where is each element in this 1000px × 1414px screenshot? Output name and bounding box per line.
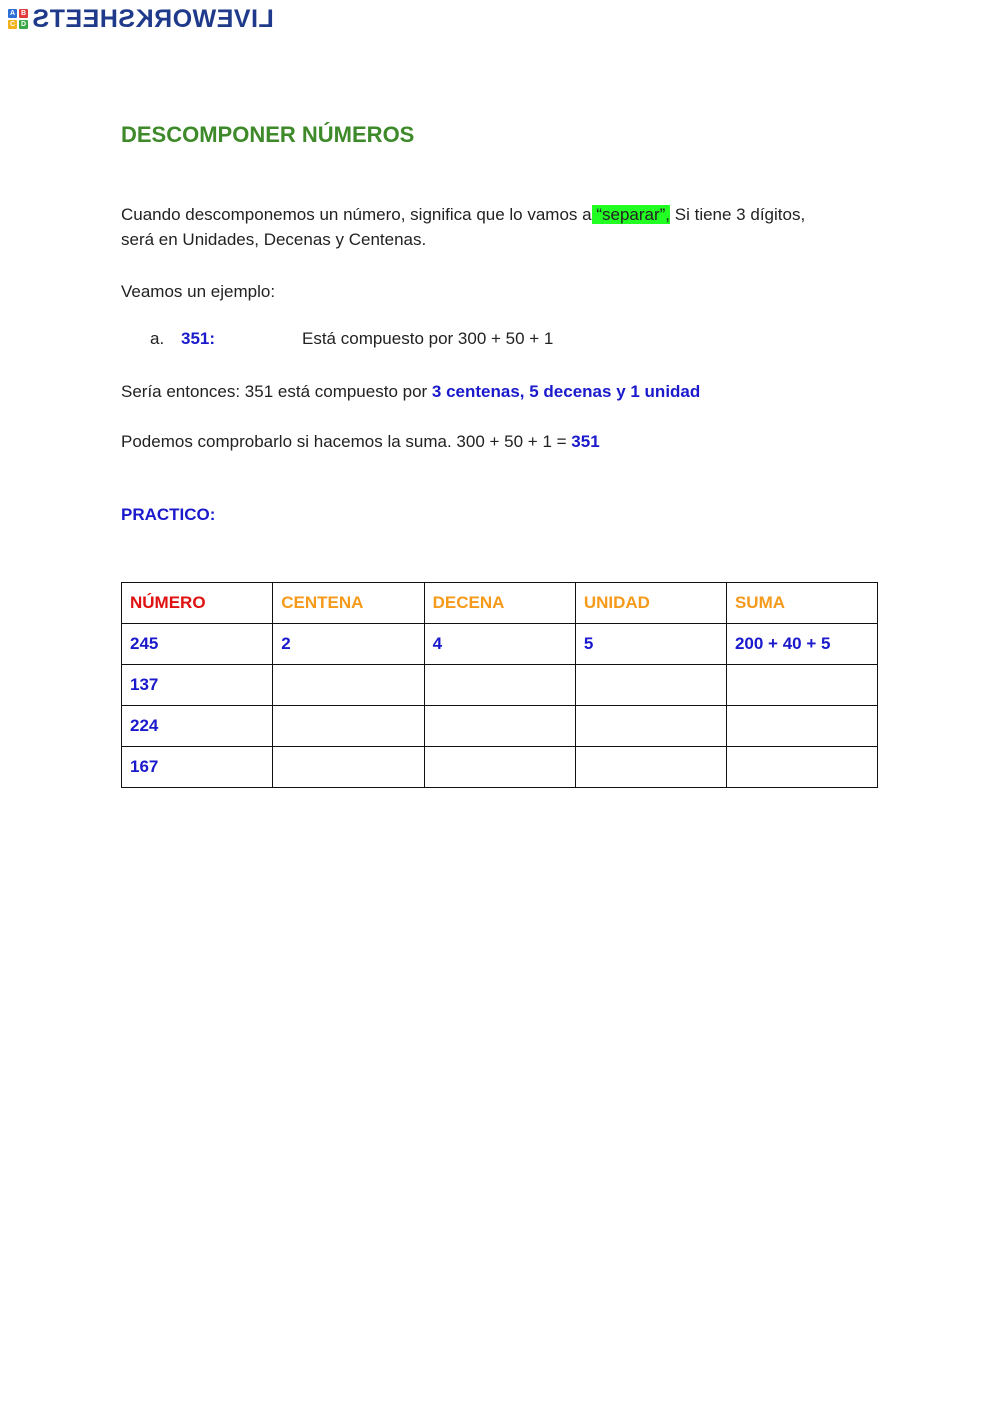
- example-intro: Veamos un ejemplo:: [121, 282, 276, 301]
- logo-block-d: D: [20, 21, 27, 28]
- cell-centena: 2: [273, 624, 424, 665]
- cell-numero: 137: [122, 665, 273, 706]
- cell-numero: 224: [122, 706, 273, 747]
- cell-numero: 167: [122, 747, 273, 788]
- header-unidad: UNIDAD: [575, 583, 726, 624]
- answer-decena-input[interactable]: [424, 747, 575, 788]
- table-header-row: [122, 583, 878, 624]
- logo-text: LIVEWORKSHEETS: [32, 5, 274, 33]
- answer-suma-input[interactable]: [726, 706, 877, 747]
- intro-text-line2: será en Unidades, Decenas y Centenas.: [121, 230, 427, 249]
- table-row: [122, 706, 878, 747]
- intro-text-before: Cuando descomponemos un número, significa que lo vamos a: [121, 205, 592, 224]
- answer-unidad-input[interactable]: [575, 747, 726, 788]
- answer-suma-input[interactable]: [726, 747, 877, 788]
- logo-blocks-icon: [8, 9, 28, 29]
- answer-unidad-input[interactable]: [575, 706, 726, 747]
- cell-suma: 200 + 40 + 5: [726, 624, 877, 665]
- decomposition-table: [121, 582, 878, 788]
- logo-block-b: B: [20, 10, 27, 17]
- table-row: [122, 747, 878, 788]
- example-text: Está compuesto por 300 + 50 + 1: [302, 329, 554, 348]
- answer-centena-input[interactable]: [273, 706, 424, 747]
- answer-suma-input[interactable]: [726, 665, 877, 706]
- cell-unidad: 5: [575, 624, 726, 665]
- header-centena: CENTENA: [273, 583, 424, 624]
- cell-decena: 4: [424, 624, 575, 665]
- header-numero: NÚMERO: [122, 583, 273, 624]
- header-suma: SUMA: [726, 583, 877, 624]
- table-row: [122, 665, 878, 706]
- sentence-verification: [121, 429, 881, 454]
- practice-heading: PRACTICO:: [121, 505, 216, 524]
- answer-centena-input[interactable]: [273, 747, 424, 788]
- header-decena: DECENA: [424, 583, 575, 624]
- answer-unidad-input[interactable]: [575, 665, 726, 706]
- example-list-marker: a.: [150, 329, 165, 348]
- sentence-composition: [121, 379, 881, 404]
- page-title: DESCOMPONER NÚMEROS: [121, 122, 415, 147]
- logo-block-a: A: [9, 10, 16, 17]
- intro-paragraph: [121, 202, 881, 252]
- sentence-verification-text: Podemos comprobarlo si hacemos la suma. 300 + 50 + 1 =: [121, 432, 572, 451]
- intro-text-after: Si tiene 3 dígitos,: [670, 205, 806, 224]
- sentence-composition-text: Sería entonces: 351 está compuesto por: [121, 382, 432, 401]
- highlighted-word: “separar”,: [591, 205, 671, 224]
- cell-numero: 245: [122, 624, 273, 665]
- sentence-verification-bold: 351: [571, 432, 600, 451]
- example-number: 351:: [181, 329, 216, 348]
- answer-decena-input[interactable]: [424, 665, 575, 706]
- liveworksheets-logo: [8, 6, 274, 32]
- answer-centena-input[interactable]: [273, 665, 424, 706]
- logo-block-c: C: [9, 21, 16, 28]
- sentence-composition-bold: 3 centenas, 5 decenas y 1 unidad: [431, 382, 701, 401]
- table-row: [122, 624, 878, 665]
- answer-decena-input[interactable]: [424, 706, 575, 747]
